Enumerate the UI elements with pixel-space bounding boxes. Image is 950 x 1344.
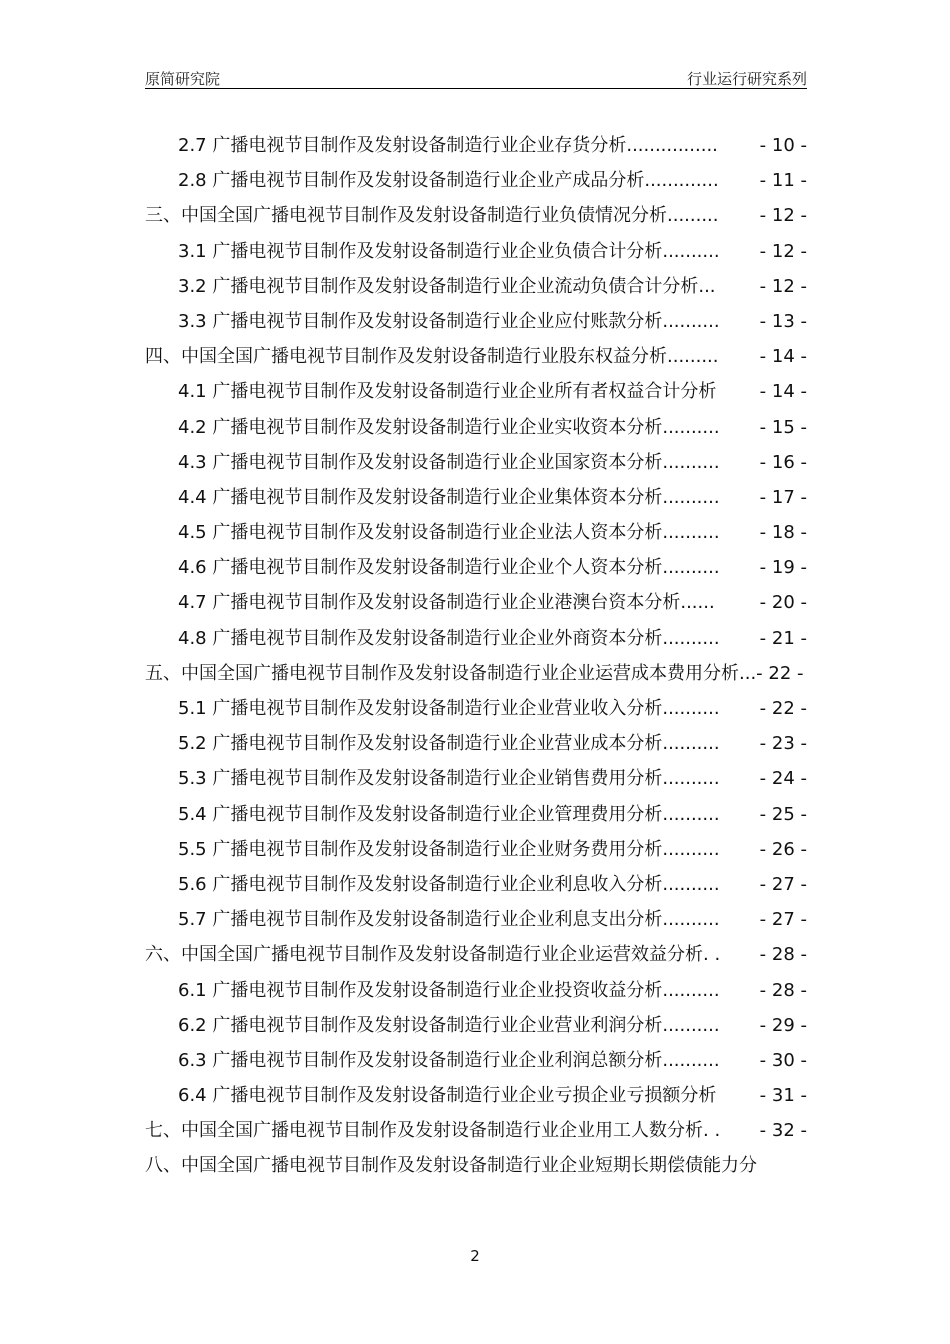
toc-entry-page: - 25 -	[759, 803, 807, 825]
toc-entry-page: - 30 -	[759, 1049, 807, 1071]
toc-entry-title: 5.3 广播电视节目制作及发射设备制造行业企业销售费用分析..........	[178, 768, 720, 790]
toc-entry-page: - 28 -	[759, 944, 807, 966]
toc-entry-page: - 13 -	[759, 310, 807, 332]
toc-entry-title: 2.7 广播电视节目制作及发射设备制造行业企业存货分析................	[178, 135, 718, 156]
toc-entry[interactable]	[145, 726, 807, 761]
toc-entry-title: 5.7 广播电视节目制作及发射设备制造行业企业利息支出分析..........	[178, 909, 720, 931]
toc-entry[interactable]	[145, 1008, 807, 1043]
toc-entry-page: - 26 -	[759, 838, 807, 860]
toc-entry-title: 5.4 广播电视节目制作及发射设备制造行业企业管理费用分析..........	[178, 803, 720, 825]
toc-entry[interactable]	[145, 832, 807, 867]
toc-entry-title: 6.1 广播电视节目制作及发射设备制造行业企业投资收益分析..........	[178, 979, 720, 1001]
toc-entry-page: - 14 -	[759, 381, 807, 403]
toc-entry-page: - 28 -	[759, 979, 807, 1001]
toc-entry-page: - 31 -	[759, 1085, 807, 1107]
toc-entry-page: - 12 -	[759, 205, 807, 227]
toc-entry[interactable]	[145, 445, 807, 480]
toc-entry-title: 4.3 广播电视节目制作及发射设备制造行业企业国家资本分析..........	[178, 451, 720, 473]
toc-entry-title: 6.3 广播电视节目制作及发射设备制造行业企业利润总额分析..........	[178, 1049, 720, 1071]
toc-entry[interactable]	[145, 1113, 807, 1148]
header-divider	[145, 88, 807, 89]
toc-entry-title: 五、中国全国广播电视节目制作及发射设备制造行业企业运营成本费用分析...- 22 -	[145, 662, 804, 684]
toc-entry[interactable]	[145, 797, 807, 832]
toc-entry[interactable]	[145, 1078, 807, 1113]
toc-entry[interactable]	[145, 937, 807, 972]
toc-entry[interactable]	[145, 234, 807, 269]
toc-entry-title: 六、中国全国广播电视节目制作及发射设备制造行业企业运营效益分析. .	[145, 944, 721, 966]
toc-entry-page: - 27 -	[759, 909, 807, 931]
table-of-contents	[145, 128, 807, 1184]
toc-entry-page: - 10 -	[759, 135, 807, 156]
toc-entry-page: - 18 -	[759, 522, 807, 544]
toc-entry-title: 4.6 广播电视节目制作及发射设备制造行业企业个人资本分析..........	[178, 557, 720, 579]
toc-entry-title: 3.2 广播电视节目制作及发射设备制造行业企业流动负债合计分析...	[178, 275, 716, 297]
toc-entry-page: - 21 -	[759, 627, 807, 649]
toc-entry[interactable]	[145, 621, 807, 656]
toc-entry-page: - 12 -	[759, 275, 807, 297]
toc-entry-page: - 24 -	[759, 768, 807, 790]
toc-entry[interactable]	[145, 128, 807, 163]
toc-entry-title: 4.4 广播电视节目制作及发射设备制造行业企业集体资本分析..........	[178, 486, 720, 508]
toc-entry-title: 5.6 广播电视节目制作及发射设备制造行业企业利息收入分析..........	[178, 873, 720, 895]
page-number: 2	[470, 1247, 480, 1265]
toc-entry-title: 5.2 广播电视节目制作及发射设备制造行业企业营业成本分析..........	[178, 733, 720, 755]
toc-entry-title: 4.5 广播电视节目制作及发射设备制造行业企业法人资本分析..........	[178, 522, 720, 544]
toc-entry-page: - 27 -	[759, 873, 807, 895]
toc-entry-title: 4.8 广播电视节目制作及发射设备制造行业企业外商资本分析..........	[178, 627, 720, 649]
toc-entry-page: - 20 -	[759, 592, 807, 614]
header-series-name: 行业运行研究系列	[686, 70, 807, 88]
toc-entry-title: 4.7 广播电视节目制作及发射设备制造行业企业港澳台资本分析......	[178, 592, 715, 614]
toc-entry-title: 5.1 广播电视节目制作及发射设备制造行业企业营业收入分析..........	[178, 698, 720, 720]
toc-entry[interactable]	[145, 515, 807, 550]
toc-entry-page: - 16 -	[759, 451, 807, 473]
toc-entry-title: 七、中国全国广播电视节目制作及发射设备制造行业企业用工人数分析. .	[145, 1120, 721, 1142]
toc-entry-page: - 14 -	[759, 346, 807, 368]
toc-entry-title: 3.1 广播电视节目制作及发射设备制造行业企业负债合计分析..........	[178, 240, 720, 262]
toc-entry-page: - 11 -	[759, 170, 807, 192]
toc-entry[interactable]	[145, 867, 807, 902]
toc-entry[interactable]	[145, 304, 807, 339]
toc-entry[interactable]	[145, 374, 807, 409]
header-org-name: 原简研究院	[145, 70, 221, 88]
toc-entry-title: 5.5 广播电视节目制作及发射设备制造行业企业财务费用分析..........	[178, 838, 720, 860]
toc-entry-title: 3.3 广播电视节目制作及发射设备制造行业企业应付账款分析..........	[178, 310, 720, 332]
toc-entry-page: - 23 -	[759, 733, 807, 755]
page-header	[145, 66, 807, 90]
toc-entry-page: - 15 -	[759, 416, 807, 438]
toc-entry[interactable]	[145, 902, 807, 937]
toc-entry-page: - 17 -	[759, 486, 807, 508]
toc-entry-title: 4.1 广播电视节目制作及发射设备制造行业企业所有者权益合计分析	[178, 381, 717, 403]
toc-entry-page: - 22 -	[759, 698, 807, 720]
toc-entry[interactable]	[145, 656, 807, 691]
toc-entry[interactable]	[145, 550, 807, 585]
toc-entry[interactable]	[145, 1148, 807, 1183]
toc-entry-title: 6.2 广播电视节目制作及发射设备制造行业企业营业利润分析..........	[178, 1014, 720, 1036]
toc-entry[interactable]	[145, 1043, 807, 1078]
toc-entry[interactable]	[145, 269, 807, 304]
toc-entry-title: 6.4 广播电视节目制作及发射设备制造行业企业亏损企业亏损额分析	[178, 1085, 717, 1107]
toc-entry[interactable]	[145, 163, 807, 198]
toc-entry-page: - 32 -	[759, 1120, 807, 1142]
toc-entry[interactable]	[145, 198, 807, 233]
toc-entry[interactable]	[145, 585, 807, 620]
toc-entry[interactable]	[145, 410, 807, 445]
toc-entry-title: 四、中国全国广播电视节目制作及发射设备制造行业股东权益分析.........	[145, 346, 719, 368]
toc-entry[interactable]	[145, 339, 807, 374]
toc-entry-title: 三、中国全国广播电视节目制作及发射设备制造行业负债情况分析.........	[145, 205, 719, 227]
toc-entry-title: 4.2 广播电视节目制作及发射设备制造行业企业实收资本分析..........	[178, 416, 720, 438]
toc-entry[interactable]	[145, 480, 807, 515]
toc-entry-page: - 29 -	[759, 1014, 807, 1036]
toc-entry-page: - 19 -	[759, 557, 807, 579]
toc-entry[interactable]	[145, 973, 807, 1008]
toc-entry-title: 八、中国全国广播电视节目制作及发射设备制造行业企业短期长期偿债能力分	[145, 1155, 757, 1177]
toc-entry[interactable]	[145, 761, 807, 796]
toc-entry[interactable]	[145, 691, 807, 726]
toc-entry-title: 2.8 广播电视节目制作及发射设备制造行业企业产成品分析.............	[178, 170, 719, 192]
toc-entry-page: - 12 -	[759, 240, 807, 262]
